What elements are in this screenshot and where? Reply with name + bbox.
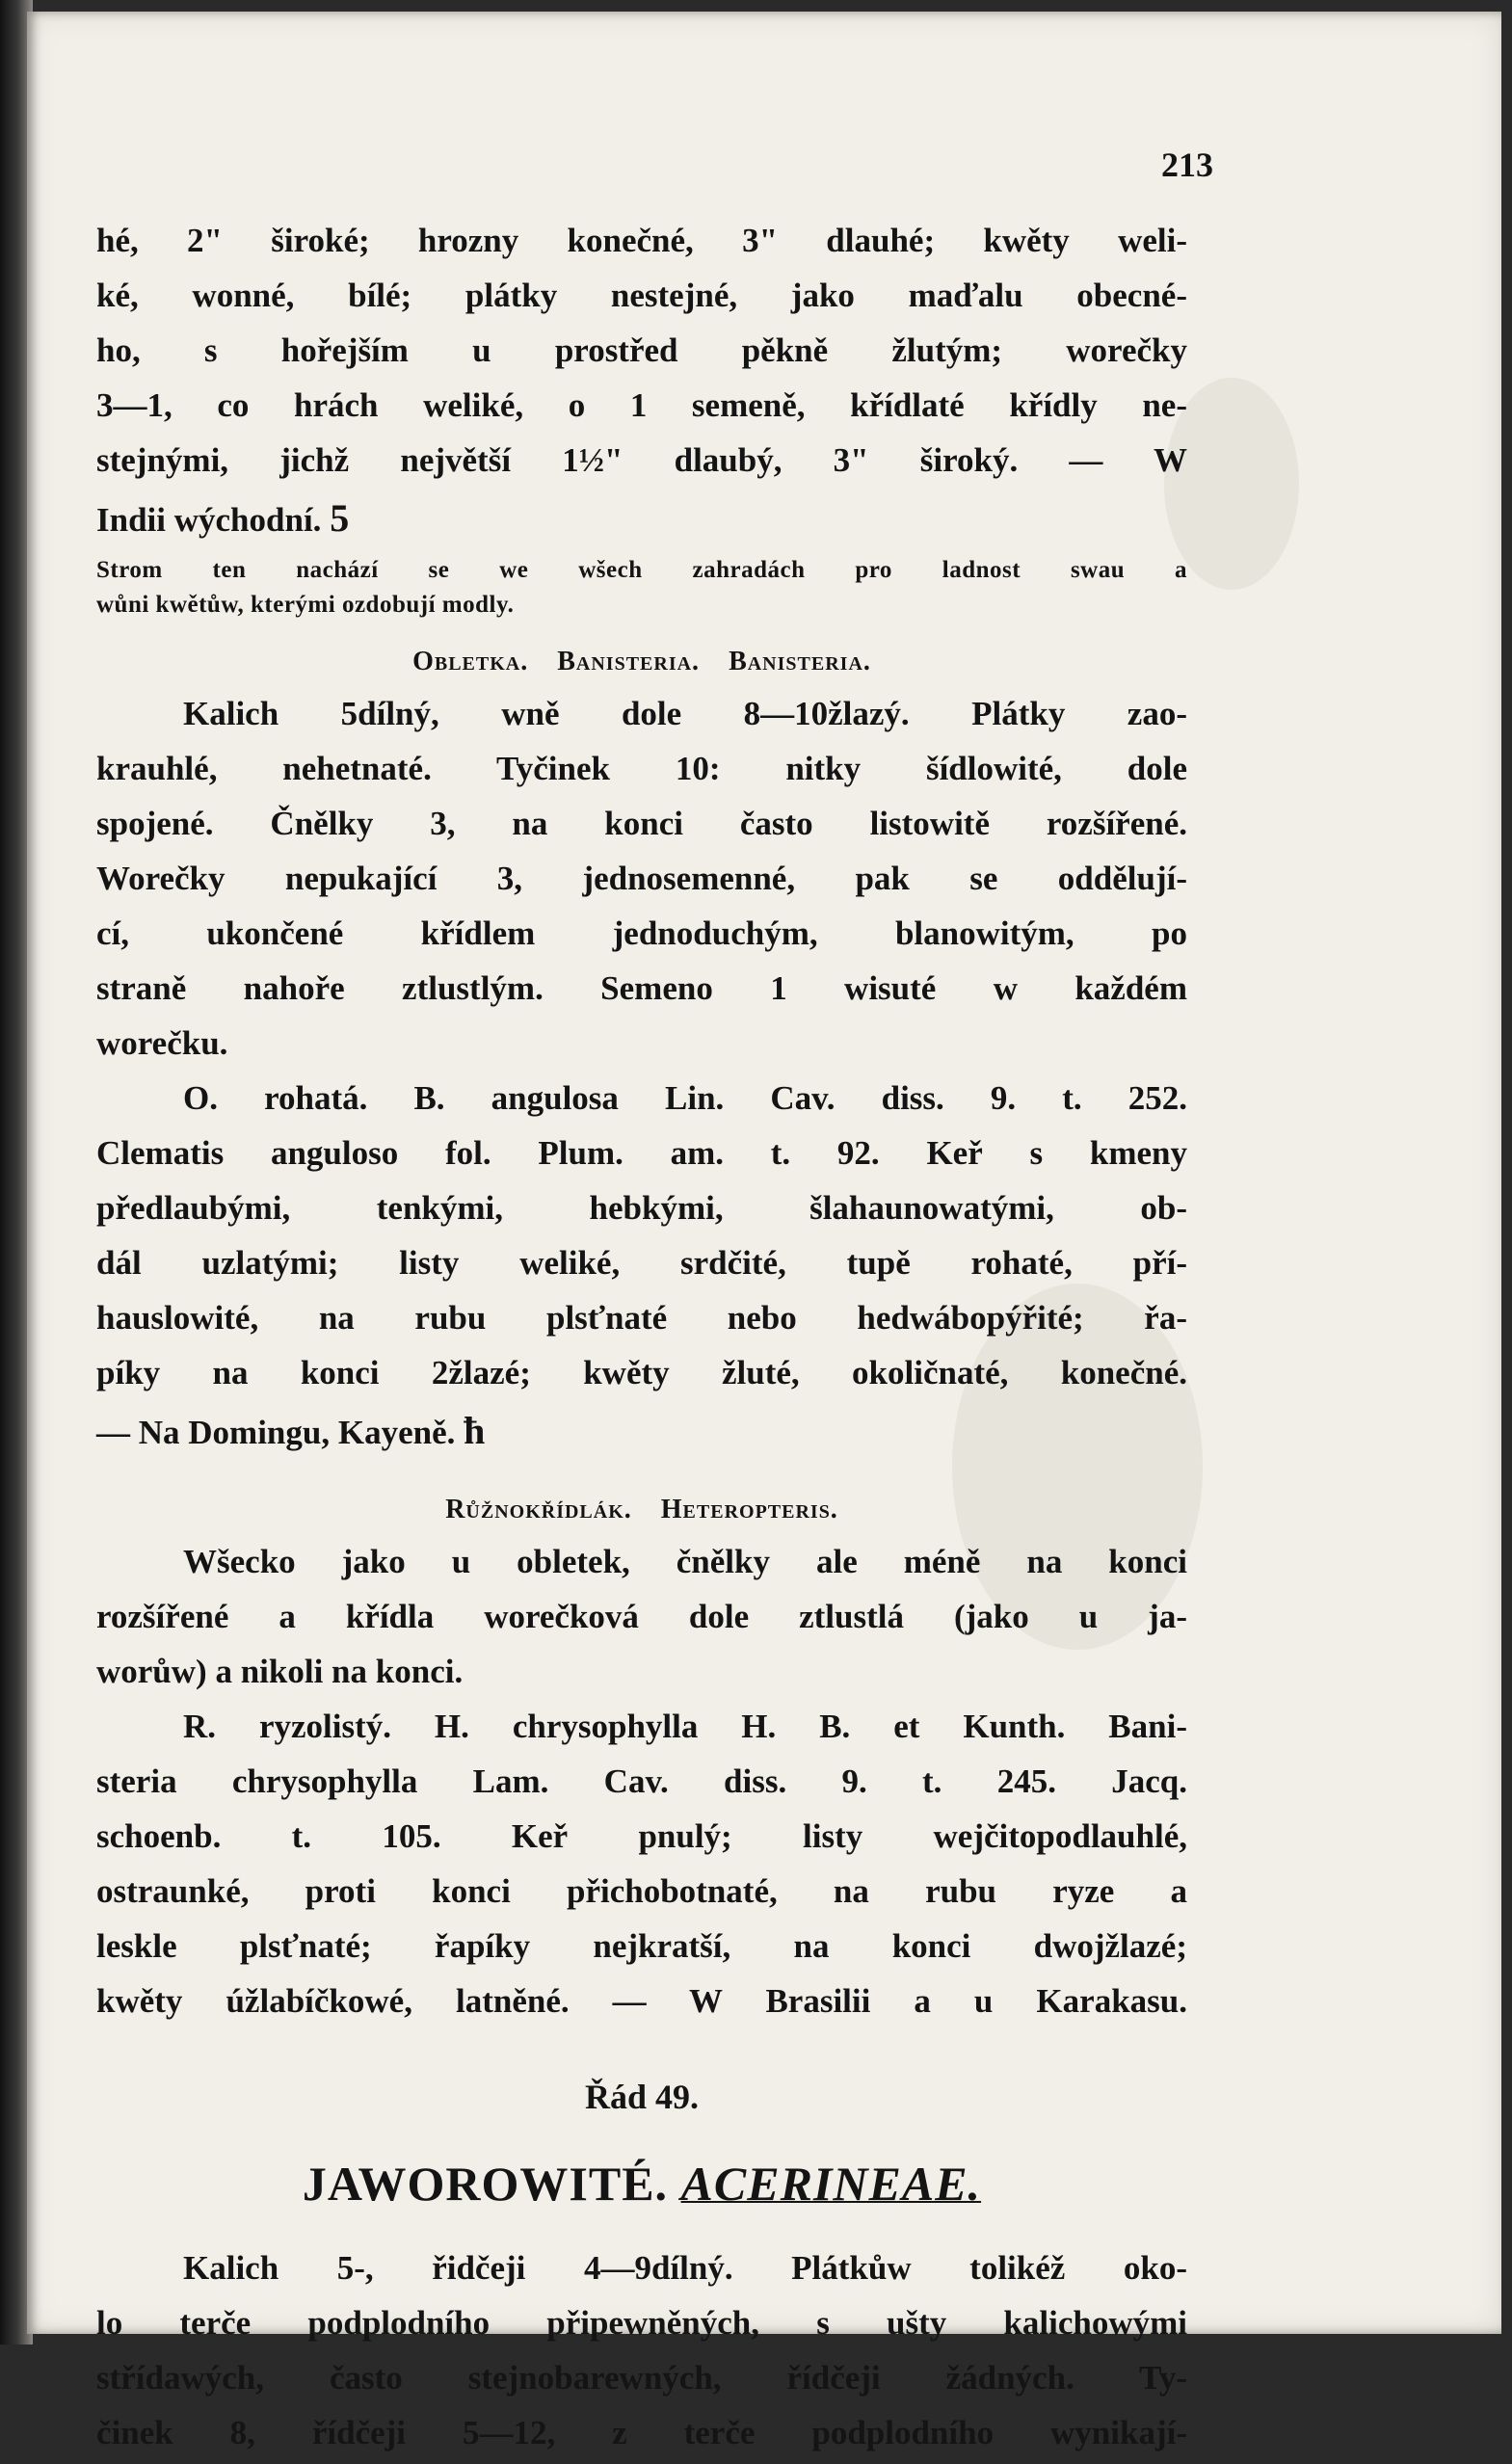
- species-entry: [96, 1703, 1187, 2025]
- text-line: píky na konci 2žlazé; kwěty žluté, okoličnaté, konečné.: [96, 1353, 1187, 1391]
- text-line: worůw) a nikoli na konci.: [96, 1652, 464, 1690]
- text-line: lo terče podplodního připewněných, s ušty kalichowými: [96, 2304, 1187, 2343]
- genus-latin-name: Banisteria.: [557, 646, 701, 676]
- page-number: 213: [1161, 146, 1213, 184]
- text-line: [96, 1404, 1187, 1458]
- order-number: Řád 49.: [584, 2077, 700, 2116]
- text-line: rozšířené a křídla worečková dole ztlustlá (jako u ja-: [96, 1597, 1187, 1635]
- text-line: ho, s hořejším u prostřed pěkně žlutým; worečky: [96, 331, 1187, 369]
- genus-description: [96, 1538, 1187, 1695]
- text-line: steria chrysophylla Lam. Cav. diss. 9. t. 245. Jacq.: [96, 1762, 1187, 1800]
- family-czech-name: JAWOROWITÉ.: [302, 2157, 669, 2212]
- text-line: krauhlé, nehetnaté. Tyčinek 10: nitky šídlowité, dole: [96, 749, 1187, 787]
- species-entry: [96, 1074, 1187, 1458]
- continuation-paragraph: [96, 217, 1187, 545]
- text-line: R. ryzolistý. H. chrysophylla H. B. et Kunth. Bani-: [183, 1707, 1187, 1745]
- genus-latin-name: Heteropteris.: [660, 1494, 838, 1524]
- family-title: [96, 2150, 1187, 2217]
- text-line: spojené. Čnělky 3, na konci často listowitě rozšířené.: [96, 804, 1187, 842]
- genus-description: [96, 690, 1187, 1067]
- text-line-content: — Na Domingu, Kayeně.: [96, 1413, 464, 1451]
- text-line: stejnými, jichž největší 1½" dlaubý, 3" široký. — W: [96, 441, 1187, 479]
- text-line: činek 8, řídčeji 5—12, z terče podplodního wynikají-: [96, 2414, 1187, 2452]
- text-line: předlaubými, tenkými, hebkými, šlahaunowatými, ob-: [96, 1188, 1187, 1227]
- order-description: [96, 2244, 1187, 2456]
- lifeform-symbol: 5: [330, 496, 350, 540]
- text-line: Clematis anguloso fol. Plum. am. t. 92. Keř s kmeny: [96, 1133, 1187, 1172]
- text-line: Kalich 5-, řidčeji 4—9dílný. Plátkůw tolikéž oko-: [183, 2249, 1187, 2288]
- text-line: Worečky nepukající 3, jednosemenné, pak se oddělují-: [96, 859, 1187, 897]
- text-line: střídawých, často stejnobarewných, řídčeji žádných. Ty-: [96, 2359, 1187, 2398]
- text-line: Wšecko jako u obletek, čnělky ale méně na konci: [183, 1542, 1187, 1580]
- text-line: schoenb. t. 105. Keř pnulý; listy wejčitopodlauhlé,: [96, 1816, 1187, 1855]
- text-line: ostraunké, proti konci přichobotnaté, na rubu ryze a: [96, 1871, 1187, 1910]
- genus-czech-name: Obletka.: [412, 646, 529, 676]
- genus-header-banisteria: [96, 643, 1187, 680]
- text-line: cí, ukončené křídlem jednoduchým, blanowitým, po: [96, 914, 1187, 952]
- family-latin-name: ACERINEAE.: [680, 2157, 982, 2212]
- footnote-paragraph: [96, 553, 1187, 623]
- text-line: O. rohatá. B. angulosa Lin. Cav. diss. 9. t. 252.: [183, 1078, 1187, 1117]
- text-line: hauslowité, na rubu plsťnaté nebo hedwábopýřité; řa-: [96, 1298, 1187, 1337]
- genus-czech-name: Růžnokřídlák.: [445, 1494, 632, 1524]
- text-line: leskle plsťnaté; řapíky nejkratší, na konci dwojžlazé;: [96, 1926, 1187, 1965]
- text-line: 3—1, co hrách weliké, o 1 semeně, křídlaté křídly ne-: [96, 386, 1187, 424]
- text-line: ké, wonné, bílé; plátky nestejné, jako maďalu obecné-: [96, 277, 1187, 314]
- note-line: Strom ten nachází se we wšech zahradách pro ladnost swau a: [96, 557, 1187, 583]
- text-line: [96, 491, 1187, 545]
- text-line: worečku.: [96, 1023, 228, 1062]
- note-line: wůni kwětůw, kterými ozdobují modly.: [96, 592, 515, 619]
- shrub-symbol: ħ: [464, 1408, 486, 1452]
- genus-latin-name-repeat: Banisteria.: [729, 646, 871, 676]
- text-line-content: Indii wýchodní.: [96, 501, 331, 539]
- page-text: [96, 217, 1187, 2464]
- text-line: straně nahoře ztlustlým. Semeno 1 wisuté w každém: [96, 968, 1187, 1007]
- text-line: dál uzlatými; listy weliké, srdčité, tupě rohaté, pří-: [96, 1243, 1187, 1282]
- text-line: hé, 2" široké; hrozny konečné, 3" dlauhé; kwěty weli-: [96, 222, 1187, 259]
- genus-header-heteropteris: [96, 1491, 1187, 1528]
- text-line: kwěty úžlabíčkowé, latněné. — W Brasilii a u Karakasu.: [96, 1981, 1187, 2020]
- text-line: Kalich 5dílný, wně dole 8—10žlazý. Plátky zao-: [183, 694, 1187, 732]
